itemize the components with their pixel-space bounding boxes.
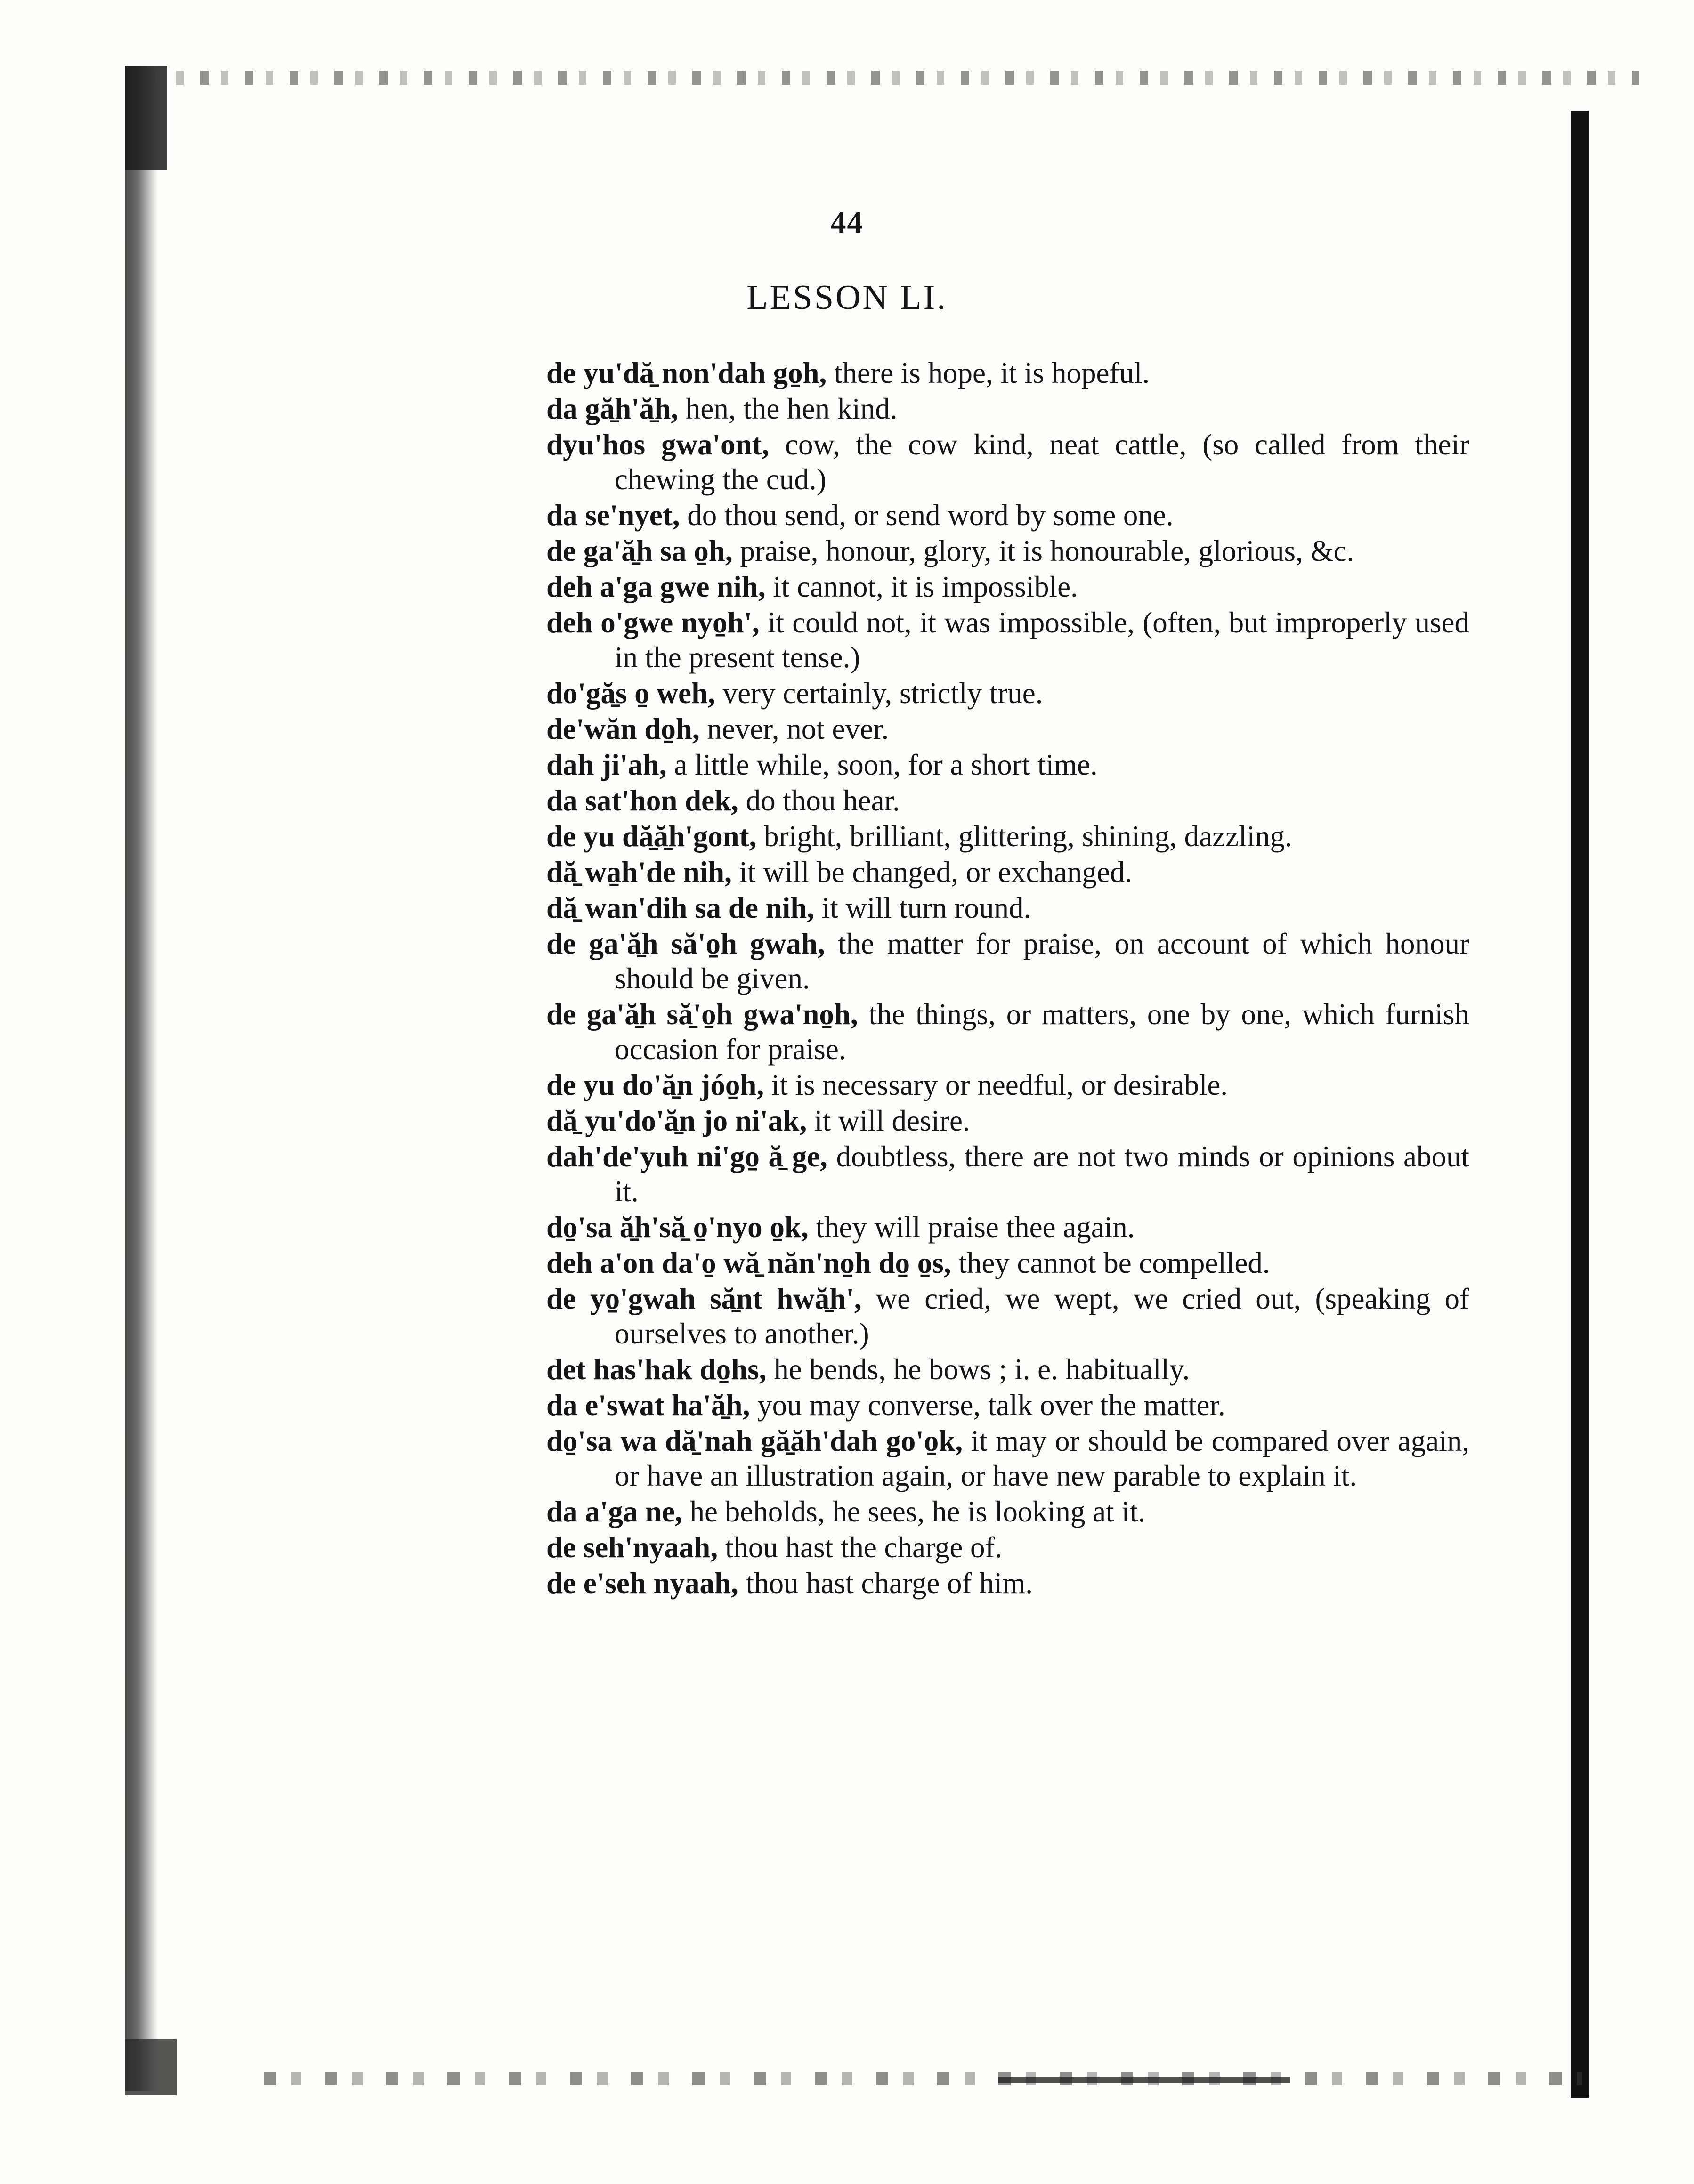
entry-term: de'wăn do̱h, xyxy=(546,712,700,745)
entry-term: do'gă̱s o̱ weh, xyxy=(546,677,715,710)
vocabulary-entry xyxy=(546,1388,1469,1423)
entry-term: dă̱ wa̱h'de nih, xyxy=(546,856,732,889)
entry-term: da sat'hon dek, xyxy=(546,784,738,817)
entry-definition: the matter for praise, on account of which honour should be given. xyxy=(615,927,1470,995)
entry-term: da a'ga ne, xyxy=(546,1495,682,1528)
entry-definition: it may or should be compared over again, or have an illustration again, or have new parable to explain it. xyxy=(615,1424,1469,1492)
entry-term: da e'swat ha'ă̱h, xyxy=(546,1389,750,1422)
vocabulary-entry xyxy=(546,1530,1469,1565)
entry-term: deh a'on da'o̱ wă̱ năn'no̱h do̱ o̱s, xyxy=(546,1246,951,1279)
entry-definition: it will desire. xyxy=(814,1104,970,1137)
scan-bottom-edge-dark-mark xyxy=(998,2077,1290,2083)
entry-definition: do thou send, or send word by some one. xyxy=(687,499,1174,532)
vocabulary-entry xyxy=(546,1494,1469,1529)
entry-definition: hen, the hen kind. xyxy=(685,392,898,425)
vocabulary-entry xyxy=(546,1424,1469,1493)
entry-term: da se'nyet, xyxy=(546,499,680,532)
entry-term: do̱'sa wa dă̱'nah gă̱ăh'dah go'o̱k, xyxy=(546,1424,963,1457)
vocabulary-entry xyxy=(546,676,1469,711)
entry-term: dyu'hos gwa'ont, xyxy=(546,428,770,461)
entry-definition: you may converse, talk over the matter. xyxy=(757,1389,1225,1422)
entry-definition: we cried, we wept, we cried out, (speaking of ourselves to another.) xyxy=(615,1282,1470,1350)
scan-right-edge-bar xyxy=(1571,111,1589,2098)
entry-definition: he bends, he bows ; i. e. habitually. xyxy=(774,1353,1190,1386)
entry-term: dă̱ wan'dih sa de nih, xyxy=(546,891,814,924)
entry-definition: the things, or matters, one by one, which furnish occasion for praise. xyxy=(615,998,1469,1066)
entry-term: de yu'dă̱ non'dah go̱h, xyxy=(546,356,827,389)
page-number: 44 xyxy=(830,205,864,240)
entry-term: do̱'sa ă̱h'să̱ o̱'nyo o̱k, xyxy=(546,1211,809,1244)
vocabulary-entry xyxy=(546,747,1469,782)
entry-term: dah ji'ah, xyxy=(546,748,667,781)
vocabulary-entry xyxy=(546,534,1469,568)
entry-definition: they will praise thee again. xyxy=(816,1211,1135,1244)
entry-term: de ga'ă̱h sa o̱h, xyxy=(546,534,733,567)
vocabulary-entry xyxy=(546,712,1469,746)
scan-top-edge-noise xyxy=(155,71,1639,85)
vocabulary-entry xyxy=(546,855,1469,890)
entry-definition: it is necessary or needful, or desirable. xyxy=(771,1068,1228,1101)
entry-term: da gă̱h'ă̱h, xyxy=(546,392,679,425)
entry-term: deh o'gwe nyo̱h', xyxy=(546,606,760,639)
entry-definition: it could not, it was impossible, (often, but improperly used in the present tense.) xyxy=(615,606,1469,674)
vocabulary-entry xyxy=(546,1068,1469,1102)
scan-left-edge-bottom-shadow xyxy=(125,2039,177,2095)
entry-definition: doubtless, there are not two minds or opinions about it. xyxy=(615,1140,1469,1208)
vocabulary-entry xyxy=(546,498,1469,533)
entry-term: dă̱ yu'do'ă̱n jo ni'ak, xyxy=(546,1104,807,1137)
entry-term: de seh'nyaah, xyxy=(546,1531,718,1564)
entry-definition: very certainly, strictly true. xyxy=(722,677,1043,710)
entry-term: det has'hak do̱hs, xyxy=(546,1353,767,1386)
entry-term: de ga'ă̱h să̱'o̱h gwa'no̱h, xyxy=(546,998,858,1031)
vocabulary-entry xyxy=(546,1103,1469,1138)
vocabulary-entry xyxy=(546,1566,1469,1601)
entry-definition: a little while, soon, for a short time. xyxy=(674,748,1098,781)
entry-term: de yo̱'gwah să̱nt hwă̱h', xyxy=(546,1282,862,1315)
vocabulary-entry xyxy=(546,926,1469,996)
entry-definition: do thou hear. xyxy=(746,784,900,817)
entry-term: de e'seh nyaah, xyxy=(546,1567,738,1600)
entry-definition: it cannot, it is impossible. xyxy=(773,570,1078,603)
vocabulary-entry xyxy=(546,356,1469,390)
entry-term: de ga'ă̱h să'o̱h gwah, xyxy=(546,927,825,960)
entry-term: deh a'ga gwe nih, xyxy=(546,570,766,603)
entry-definition: it will be changed, or exchanged. xyxy=(739,856,1133,889)
vocabulary-entry xyxy=(546,890,1469,925)
entry-definition: praise, honour, glory, it is honourable, glorious, &c. xyxy=(740,534,1354,567)
vocabulary-entry xyxy=(546,391,1469,426)
vocabulary-entry xyxy=(546,997,1469,1067)
vocabulary-entry xyxy=(546,569,1469,604)
entry-definition: cow, the cow kind, neat cattle, (so called from their chewing the cud.) xyxy=(615,428,1469,496)
entry-definition: never, not ever. xyxy=(707,712,889,745)
entry-term: dah'de'yuh ni'go̱ ă̱ ge, xyxy=(546,1140,827,1173)
entry-definition: he beholds, he sees, he is looking at it. xyxy=(689,1495,1146,1528)
vocabulary-entry xyxy=(546,1281,1469,1351)
vocabulary-entry xyxy=(546,427,1469,497)
vocabulary-entry xyxy=(546,1352,1469,1387)
scan-bottom-edge-noise xyxy=(264,2072,1582,2085)
entry-definition: bright, brilliant, glittering, shining, dazzling. xyxy=(764,820,1292,853)
entry-term: de yu do'ă̱n jóo̱h, xyxy=(546,1068,764,1101)
scan-left-edge-shadow xyxy=(125,66,158,2091)
entry-definition: they cannot be compelled. xyxy=(958,1246,1270,1279)
vocabulary-entry xyxy=(546,605,1469,675)
entry-definition: thou hast charge of him. xyxy=(746,1567,1033,1600)
vocabulary-list xyxy=(546,356,1469,1602)
entry-definition: there is hope, it is hopeful. xyxy=(834,356,1150,389)
entry-definition: it will turn round. xyxy=(821,891,1031,924)
lesson-title: LESSON LI. xyxy=(746,278,948,317)
entry-definition: thou hast the charge of. xyxy=(725,1531,1003,1564)
vocabulary-entry xyxy=(546,1139,1469,1209)
vocabulary-entry xyxy=(546,1210,1469,1245)
entry-term: de yu dă̱ă̱h'gont, xyxy=(546,820,757,853)
vocabulary-entry xyxy=(546,1246,1469,1280)
vocabulary-entry xyxy=(546,819,1469,854)
vocabulary-entry xyxy=(546,783,1469,818)
